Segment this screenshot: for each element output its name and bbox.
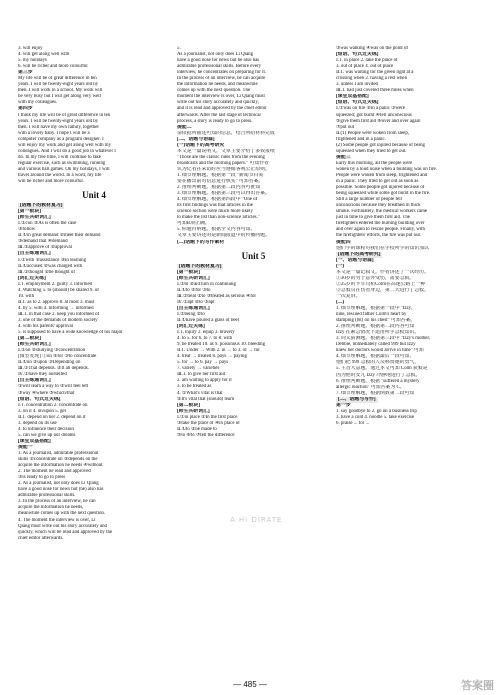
text-line: 4. ①What's vital is that xyxy=(177,390,223,396)
text-line: will be richer and more colourful. xyxy=(18,179,84,185)
text-line: 3. one of the demands of modern society xyxy=(18,317,98,323)
text-line: 文章主要讲述的是新闻报道中的传播问题。 xyxy=(177,233,270,239)
section-heading: (一) xyxy=(336,263,345,269)
text-line: colleagues. And I will do a good job in whatever I xyxy=(18,148,116,154)
text-line: stamping (跺) on his chest" 可知答案。 xyxy=(336,318,416,324)
text-line: 4. 细节理解题。根据最后一段可知， xyxy=(336,354,415,360)
text-line: 3. depend on its use xyxy=(18,420,57,426)
text-line: 1. say goodbye to 2. go on a business trip xyxy=(336,408,417,414)
text-line: Early this morning, all the people were xyxy=(336,160,413,166)
text-line: its first findings was that articles in the xyxy=(177,203,253,209)
text-line: 本文是一篇说明文。文章主要介绍了多数报纸 xyxy=(177,148,275,154)
text-line: then. I will work in a school. My work will xyxy=(18,88,103,94)
text-line: 2. The moment he read and approved xyxy=(18,469,91,475)
text-line: 2. 推理判断题。根据第二段内容可知 xyxy=(336,324,415,330)
text-line: the information he needs, and meanwhile xyxy=(177,82,258,88)
text-line: Ⅱ.①accused ②was charged with xyxy=(18,263,83,269)
text-line: ②It's vital that (should) learn xyxy=(177,396,235,402)
section-heading: [第一板块] xyxy=(18,209,41,215)
section-heading: [一、话题与语篇] xyxy=(336,257,374,263)
text-line: travel around the world. In a word, my life xyxy=(18,172,102,178)
text-line: woken by a loud noise when a building was on fire. xyxy=(336,166,437,172)
text-line: Ⅰ.①being ②to xyxy=(177,311,205,317)
text-line: In the process of an interview, he can acquire xyxy=(177,76,266,82)
text-line: "Those are the classic rules from the evening xyxy=(177,154,265,160)
text-line: meanwhile comes up with the next question. xyxy=(18,511,106,517)
text-line: crossing when 2. having a rest when xyxy=(336,76,408,82)
section-heading: (一)话题下的高考研究 xyxy=(177,142,225,148)
text-line: 10. with xyxy=(18,293,35,299)
text-line: broadcasts and the morning papers." 可知作者 xyxy=(177,160,269,166)
text-line: Ⅰ.①in place ②In the first place xyxy=(177,414,238,420)
text-line: 1. 细节理解题。根据第一段 "新闻节目需 xyxy=(177,172,264,178)
text-line: 4. Watching 5. to (should) be shared 9. of xyxy=(18,287,99,293)
page-number: — 485 — xyxy=(233,680,267,689)
text-line: 1. As a journalist, admirable professional xyxy=(18,451,99,456)
text-line: unconscious because they breathed in thick xyxy=(336,203,421,209)
text-line: ⑦put out xyxy=(336,124,355,130)
text-line: interview, he concentrates on preparing for it. xyxy=(177,70,267,76)
text-line: Ⅱ.1. Under → With 2. in → to 3. of → for xyxy=(177,348,260,354)
text-line: 5. is supposed to have a wide knowledge of his major xyxy=(18,330,123,336)
text-line: and over again to rescue people. Finally, with xyxy=(336,227,425,233)
text-line: allergic reaction" 可知答案为 C。 xyxy=(336,384,405,390)
text-line: admirable professional skills. Before every xyxy=(177,64,262,70)
boxed-heading: [话题下的教材复习] xyxy=(20,203,63,209)
text-line: Ⅱ.(1) People were woken from sleep, xyxy=(336,130,409,136)
text-line: Ⅱ.1. as to 2. approve 8. at most 3. must xyxy=(18,299,95,305)
boxed-heading: [话题下的教材复习] xyxy=(179,263,222,269)
boxed-heading: [二、话题与写作] xyxy=(338,396,376,402)
text-line: Ⅱ.1. depend on her 2. depend on it xyxy=(18,414,86,420)
section-heading: [二、话题与语篇] xyxy=(177,136,215,142)
text-line: Ⅲ.1. to give her first aid xyxy=(177,372,226,378)
text-line: Ⅲ.①approve of ②approval xyxy=(18,245,73,251)
text-line: have a good nose for news but he also has xyxy=(177,58,260,64)
text-line: 6. praise ... for ... xyxy=(336,420,370,426)
text-line: have a good nose for news but (he) also has xyxy=(18,487,104,493)
text-line: regular exercise, such as swimming, running xyxy=(18,160,106,166)
text-line: and it is read and approved by the chief editor xyxy=(177,106,267,112)
text-line: Ⅳ.①have they ourselfed xyxy=(18,372,67,378)
text-line: Ⅰ.1. concentration 2. concentrate on xyxy=(18,402,88,408)
text-line: Ⅲ.①thought ②be thought of xyxy=(18,269,75,275)
text-line: Ⅱ.①in great demand ②meet their demand xyxy=(18,233,101,239)
text-line: ②25岁的卡车司机Colm在高速公路上一种 xyxy=(336,281,426,287)
column-middle xyxy=(177,46,330,439)
text-line: 认为记者在采访时应当遵循客观公正原则。 xyxy=(177,166,270,172)
text-line: afterwards. After the last stage of technical xyxy=(177,112,261,118)
text-line: Izzy 在紧急情况下运用所学急救知识。 xyxy=(336,330,419,336)
text-line: 4. will get along well with xyxy=(18,52,70,58)
text-line: 3. out of place 4. out of place xyxy=(336,64,394,70)
text-line: ③急救员在伤者身边，第二天进行了急救。 xyxy=(336,287,429,293)
text-line: 4. The moment the interview is over, Li xyxy=(18,517,96,523)
text-line: 7. variety → varieties xyxy=(177,366,220,372)
text-line: ①30岁的男子意外受伤，需要急救。 xyxy=(336,275,415,281)
answer-key-page xyxy=(18,46,488,676)
text-line: Ⅰ.1. injury 2. equip 3. bravery xyxy=(177,330,235,336)
text-line: 3. In the process of an interview, he can xyxy=(18,499,96,505)
text-line: admirable professional skills. xyxy=(18,493,76,499)
text-line: ⑤to ⑥to ⑦tell the difference xyxy=(177,432,235,438)
text-line: be very busy but I will get along very well xyxy=(18,94,101,100)
text-line: comes up with the next question. The xyxy=(177,88,251,94)
section-heading: [短语、句式过关练] xyxy=(336,100,379,106)
text-line: Ⅰ.①on ②studying ③concentration xyxy=(18,348,86,354)
section-heading: [课堂双基搭配] xyxy=(18,438,51,444)
text-line: 4. with his parents' approval xyxy=(18,324,74,330)
text-line: Ⅳ.①apt ②to ③apt xyxy=(177,299,215,305)
text-line: 3. have a cold 4. noodle 5. take exercise xyxy=(336,414,415,420)
text-line: years. I will be twenty-eight years old by xyxy=(18,118,99,124)
text-line: (2) Some people got injured because of being xyxy=(336,142,425,148)
text-line: Ⅲ.①That depends. ②It all depends. xyxy=(18,366,89,372)
section-heading: [第二板块] xyxy=(18,336,41,342)
text-line: As a journalist, not only does Li Qiang xyxy=(177,52,254,58)
text-line: write out his story accurately and quickly, xyxy=(177,100,259,106)
watermark-logo: 答案圈 xyxy=(461,679,494,692)
text-line: Ⅲ.1. in that case 2. keep you informed of xyxy=(18,311,100,317)
text-line: with a lovely baby. I hope I will be a xyxy=(18,130,90,136)
section-heading: [自主练通词汇] xyxy=(18,251,51,257)
text-line: just in time to give them first aid. The xyxy=(336,215,410,221)
text-line: acquire the information he needs, xyxy=(18,505,84,511)
text-line: 3. 细节理解题。根据第三段可以得出答案。 xyxy=(177,191,270,197)
text-line: Ⅲ.1. had just covered three miles when xyxy=(336,88,414,94)
text-line: 请依据所描述可知的信息，结合所给材料完成 xyxy=(177,130,275,136)
text-line: 6. 推理判断题。根据 "suffered a mystery xyxy=(336,378,420,384)
text-line: 2. 推理判断题。根据第二段内容可推知 xyxy=(177,185,261,191)
text-line: 2. As a journalist, not only does Li Qiang xyxy=(18,481,99,487)
section-heading: 提能二 xyxy=(177,124,192,130)
text-line: 4. 细节理解题。根据第四段中 "One of xyxy=(177,197,258,203)
text-line: 5. for → to 6. pay → pays xyxy=(177,360,229,366)
text-line: 一次复诉。 xyxy=(336,293,361,299)
text-line: and various ball games. On my holidays, I will xyxy=(18,166,110,172)
section-heading: [师生共研词汇] xyxy=(177,275,210,281)
text-line: with my colleagues. xyxy=(18,100,58,106)
text-line: ①will learn a way to ②will feel left xyxy=(18,384,89,390)
text-line: 他们把 999 急救的人员称赞她的勇气。 xyxy=(336,360,420,366)
text-line: Ⅱ.①to ②be made to xyxy=(177,426,217,432)
text-line: [微型发现] ①on ②for ③to concentrate xyxy=(18,354,97,360)
text-line: ③follow xyxy=(18,227,36,233)
text-line: 5. 标题归纳题。根据全文内容可知， xyxy=(177,227,256,233)
text-line: Ⅲ.①treat ②to ③treated as serious ④for xyxy=(177,293,257,299)
text-line: 4. treat → treated 8. pays → paying xyxy=(177,354,247,360)
text-line: skills ②concentrate on ③depends on the xyxy=(18,457,98,463)
text-line: Debbie, immediately called 999 but Izzy xyxy=(336,342,416,348)
text-line: quickly, which will be read and approved by the xyxy=(18,529,113,535)
section-heading: 第三步 xyxy=(18,70,33,76)
section-heading: 第四步 xyxy=(18,106,33,112)
column-left xyxy=(18,46,170,542)
text-line: to make the list than non-science articles." xyxy=(177,215,260,221)
text-line: Ⅰ.1. employment 2. guilty 3. informed xyxy=(18,281,93,287)
section-heading: 提能三 xyxy=(336,154,351,160)
section-heading: [短语、句式过关练] xyxy=(18,396,61,402)
section-heading: [词汇过关练] xyxy=(177,324,205,330)
text-line: 3. to be treated as xyxy=(177,384,212,390)
text-line: smoke. Fortunately, the medical workers came xyxy=(336,209,428,215)
unit-heading: Unit 4 xyxy=(82,190,106,201)
text-line: 5. 主旨大意题。通过本文可知 Colm 获救是 xyxy=(336,366,428,372)
text-line: Ⅱ.1. was waiting for the green light at a xyxy=(336,70,414,76)
unit-heading: Unit 5 xyxy=(241,250,266,261)
section-heading: [词汇过关练] xyxy=(18,275,46,281)
text-line: ③way ④where ⑤which/that xyxy=(18,390,75,396)
section-heading: [课堂双基搭配] xyxy=(336,94,369,100)
text-line: People were woken from sleep, frightened and xyxy=(336,172,428,178)
text-line: Ⅰ.①con ②As is often the case xyxy=(18,221,77,227)
text-line: Ⅰ.①to ②aid him in continuing xyxy=(177,281,236,287)
text-line: 1. 细节理解题。根据第一段中 "Izzy, xyxy=(336,306,413,312)
section-heading: [第一板块] xyxy=(177,269,200,275)
section-heading: [师生共研词汇] xyxy=(18,215,51,221)
section-heading: [第二板块] xyxy=(177,402,200,408)
text-line: 3. will enjoy xyxy=(18,46,43,51)
text-line: My life will be of great difference in ten xyxy=(18,76,97,82)
text-line: 5. my holidays xyxy=(18,58,47,64)
text-line: 3. unless I am invited xyxy=(336,82,378,88)
section-heading: (二) xyxy=(336,299,345,305)
text-line: I think my life will be of great difference in ten xyxy=(18,112,111,118)
text-line: in a panic. They tried to get out as soon as xyxy=(336,179,419,185)
section-heading: 第一步 xyxy=(336,402,351,408)
section-heading: 提能四 xyxy=(336,239,351,245)
text-line: Ⅱ.①to ②for ③to xyxy=(177,287,211,293)
text-line: 他们学的课程对我们在学校所学的知识加以 xyxy=(336,245,429,251)
text-line: nine, rescued father Colm's heart by xyxy=(336,312,407,318)
text-line: Ⅰ.1. in place 2. take the place of xyxy=(336,58,398,64)
text-line: Ⅰ.①was on fire ②in a panic ③were xyxy=(336,106,405,112)
text-line: 5. xyxy=(177,46,181,51)
text-line: chief editor afterwards. xyxy=(18,535,64,541)
text-line: then. I will have my own family, together xyxy=(18,124,100,130)
text-line: 因为他的女儿 Izzy 冷静地进行了急救。 xyxy=(336,372,421,378)
text-line: ⑤give them first aid ⑥over and over again xyxy=(336,118,421,124)
faint-stamp: A Hi DIRATE xyxy=(230,516,283,524)
text-line: 4. to 5. for 6. to 7. to 8. with xyxy=(177,336,233,342)
boxed-heading: [话题下的高考研究] xyxy=(338,251,381,257)
text-line: knew her doctors would arrive in time" 可知 xyxy=(336,348,424,354)
text-line: being squeezed while some got burnt in the fire. xyxy=(336,191,431,197)
text-line: squeezed when they tried to get out. xyxy=(336,148,407,154)
text-line: science section were much more likely xyxy=(177,209,253,215)
text-line: 4. to influence their decision xyxy=(18,426,74,432)
text-line: Still a large number of people fell xyxy=(336,197,402,203)
text-line: acquire the information he needs ④without xyxy=(18,463,103,469)
text-line: 5. can we give up our dreams xyxy=(18,432,76,438)
text-line: 可知B项正确。 xyxy=(177,221,210,227)
text-line: 3. 词义猜测题。根据第三段中 "Izzy's mother, xyxy=(336,336,431,342)
text-line: ③was walking ④was on the point of xyxy=(336,46,409,51)
text-line: 7. 细节理解题。根据倒数第二段可知 xyxy=(336,390,415,396)
text-line: Ⅰ.①with ②assistance ③in learning xyxy=(18,257,87,263)
text-line: frightened and in a panic. xyxy=(336,136,386,142)
text-line: squeezed; got burnt ④fell unconscious xyxy=(336,112,412,118)
text-line: do. In my free time, I will continue to take xyxy=(18,154,101,160)
text-line: 9. be treated 10. as 9. poisonous 10. bleeding xyxy=(177,342,266,348)
section-heading: [师生共研词汇] xyxy=(177,408,210,414)
text-line: 3. on it 4. on/upon 5. get xyxy=(18,408,66,414)
text-line: firefighters entered the burning building over xyxy=(336,221,425,227)
text-line: ③take the place of ④in place of xyxy=(177,420,240,426)
text-line: possible. Some people got injured because of xyxy=(336,185,425,191)
text-line: computer company as a program designer. I xyxy=(18,136,104,142)
text-line: 本文是一篇记叙文。作者讲述了一次经历。 xyxy=(336,269,429,275)
text-line: 要在播出前对信息进行核实" 可知答案。 xyxy=(177,179,264,185)
text-line: will enjoy my work and get along well with my xyxy=(18,142,112,148)
text-line: process, a story is ready to go to press. xyxy=(177,118,253,124)
text-line: 2. am waiting to apply for it xyxy=(177,378,232,384)
section-heading: (二)话题下的写作素材 xyxy=(177,239,225,245)
section-heading: [自主练通词汇] xyxy=(18,378,51,384)
section-heading: [短语、句式过关练] xyxy=(336,52,379,58)
text-line: Ⅱ.①on ②upon ③Depending on xyxy=(18,360,81,366)
column-right xyxy=(336,46,490,427)
section-heading: [自主练通词汇] xyxy=(177,305,210,311)
text-line: years. I will be twenty-eight years old by xyxy=(18,82,99,88)
text-line: the firefighters' efforts, the fire was put out. xyxy=(336,233,422,239)
section-heading: [师生共研词汇] xyxy=(18,342,51,348)
section-heading: 提能一 xyxy=(18,444,33,450)
text-line: Qiang must write out his story accurately and xyxy=(18,523,107,529)
text-line: moment the interview is over, Li Qiang must xyxy=(177,94,265,100)
text-line: Ⅱ.①have poured a glass of beer xyxy=(177,317,240,323)
text-line: 4. by 5. with 4. informing → informed xyxy=(18,305,94,311)
text-line: ③is ready to go to press xyxy=(18,475,66,481)
text-line: 6. will be richer and more colourful xyxy=(18,64,88,70)
text-line: ③demand that ④demand xyxy=(18,239,68,245)
